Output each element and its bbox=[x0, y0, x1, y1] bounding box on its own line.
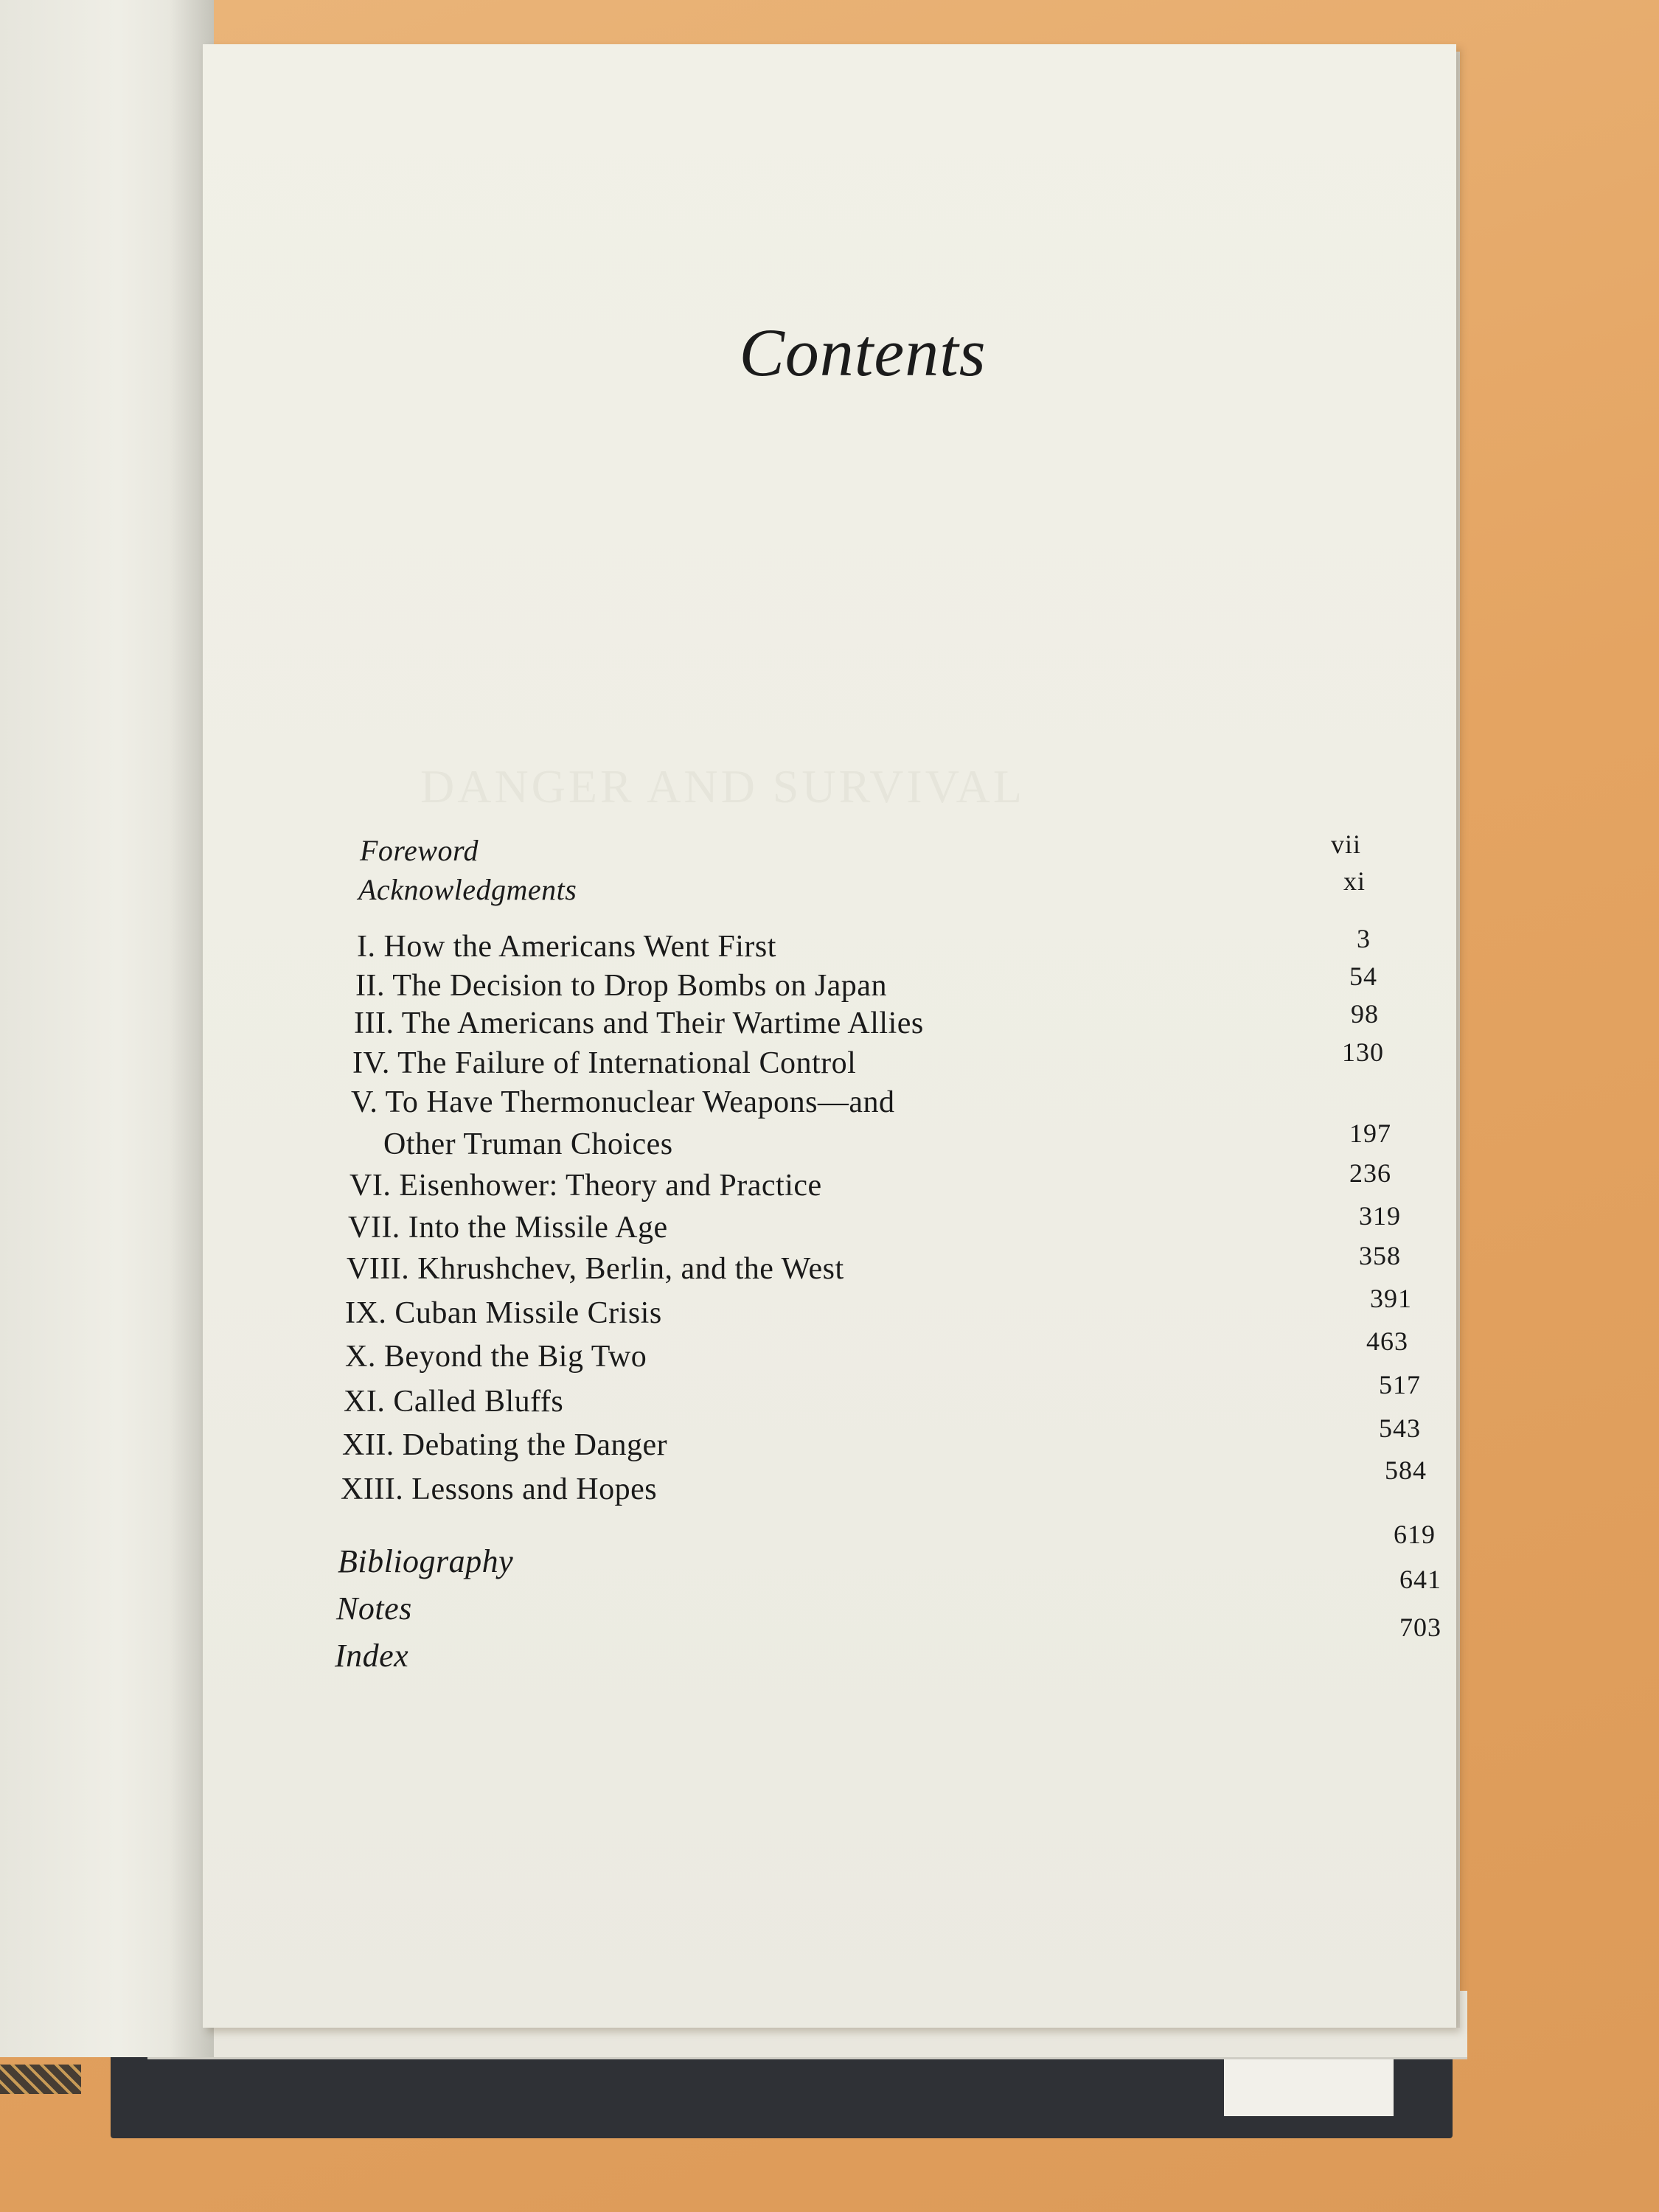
toc-page-chapter-9: 391 bbox=[1370, 1284, 1412, 1313]
toc-page-chapter-13: 584 bbox=[1385, 1455, 1427, 1485]
toc-entry-chapter-1: I. How the Americans Went First bbox=[357, 930, 776, 964]
bookmark-ribbon bbox=[0, 2065, 81, 2094]
toc-entry-bibliography: Bibliography bbox=[338, 1543, 514, 1579]
toc-entry-chapter-3: III. The Americans and Their Wartime Allies bbox=[354, 1006, 924, 1040]
toc-page-chapter-7: 319 bbox=[1359, 1201, 1401, 1231]
toc-page-chapter-4: 130 bbox=[1342, 1037, 1384, 1067]
toc-entry-chapter-8: VIII. Khrushchev, Berlin, and the West bbox=[347, 1252, 844, 1286]
toc-entry-chapter-5: V. To Have Thermonuclear Weapons—and bbox=[351, 1085, 895, 1119]
toc-entry-chapter-13: XIII. Lessons and Hopes bbox=[341, 1472, 658, 1506]
toc-page-chapter-10: 463 bbox=[1366, 1326, 1408, 1356]
toc-page-chapter-2: 54 bbox=[1349, 961, 1377, 991]
toc-entry-chapter-12: XII. Debating the Danger bbox=[342, 1428, 668, 1462]
toc-page-chapter-3: 98 bbox=[1351, 999, 1379, 1029]
toc-entry-chapter-10: X. Beyond the Big Two bbox=[345, 1340, 647, 1374]
page-title: Contents bbox=[739, 315, 987, 390]
toc-page-chapter-11: 517 bbox=[1379, 1370, 1421, 1399]
toc-entry-chapter-6: VI. Eisenhower: Theory and Practice bbox=[349, 1169, 822, 1203]
cover-label-strip bbox=[1224, 2057, 1394, 2116]
toc-page-notes: 641 bbox=[1399, 1565, 1441, 1594]
toc-entry-foreword: Foreword bbox=[360, 834, 479, 867]
toc-entry-chapter-2: II. The Decision to Drop Bombs on Japan bbox=[355, 969, 887, 1003]
toc-page-chapter-5: 197 bbox=[1349, 1119, 1391, 1148]
toc-entry-chapter-4: IV. The Failure of International Control bbox=[352, 1046, 857, 1080]
toc-page-acknowledgments: xi bbox=[1343, 866, 1366, 896]
toc-page-chapter-12: 543 bbox=[1379, 1413, 1421, 1443]
toc-page-chapter-1: 3 bbox=[1357, 924, 1371, 953]
toc-page-foreword: vii bbox=[1331, 830, 1362, 859]
toc-page-chapter-6: 236 bbox=[1349, 1158, 1391, 1188]
toc-entry-acknowledgments: Acknowledgments bbox=[358, 873, 577, 906]
toc-entry-notes: Notes bbox=[336, 1590, 412, 1627]
toc-page-chapter-8: 358 bbox=[1359, 1241, 1401, 1270]
toc-entry-chapter-7: VII. Into the Missile Age bbox=[348, 1211, 668, 1245]
toc-page-bibliography: 619 bbox=[1394, 1520, 1436, 1549]
show-through-heading: DANGER AND SURVIVAL bbox=[420, 760, 1025, 813]
toc-entry-chapter-11: XI. Called Bluffs bbox=[344, 1385, 564, 1419]
toc-entry-chapter-5-continued: Other Truman Choices bbox=[383, 1127, 673, 1161]
toc-entry-chapter-9: IX. Cuban Missile Crisis bbox=[345, 1296, 662, 1330]
toc-entry-index: Index bbox=[335, 1638, 409, 1674]
toc-page-index: 703 bbox=[1399, 1613, 1441, 1642]
